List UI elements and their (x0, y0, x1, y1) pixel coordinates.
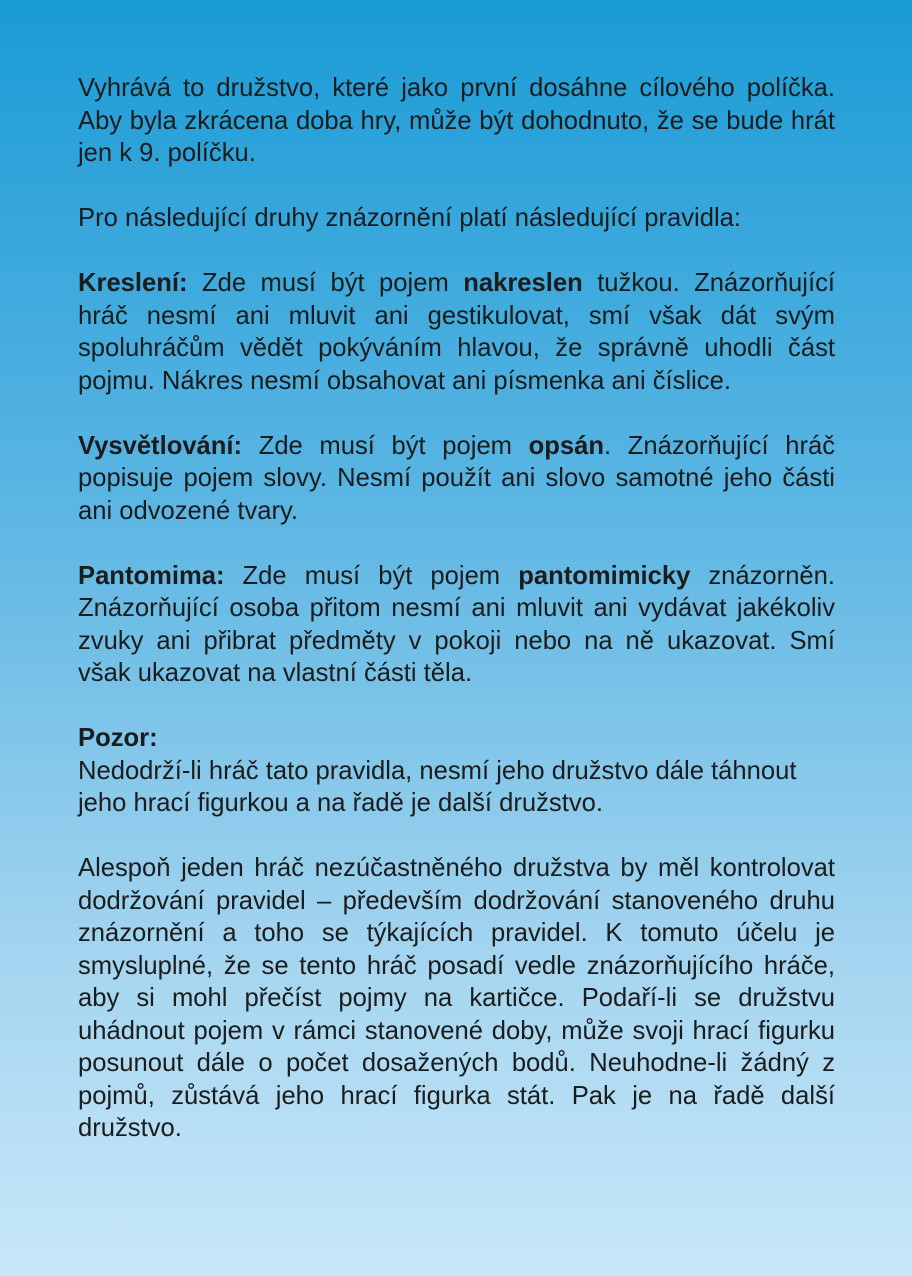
drawing-rule-paragraph (78, 267, 835, 397)
pantomime-term: Pantomima: (78, 561, 225, 590)
explaining-text-b: . Znázorňující hráč popisuje pojem slovy. Nesmí použít ani slovo samotné jeho části ani odvozené tvary. (78, 431, 836, 525)
explaining-emphasis: opsán (528, 431, 605, 460)
drawing-term: Kreslení: (78, 269, 188, 297)
warning-text: Nedodrží-li hráč tato pravidla, nesmí jeho družstvo dále táhnout jeho hrací figurkou a na řadě je další družstvo. (78, 756, 797, 817)
rules-page (78, 72, 835, 1177)
drawing-emphasis: nakreslen (463, 269, 583, 297)
control-paragraph: Alespoň jeden hráč nezúčastněného družstva by měl kontrolovat dodržování pravidel – především dodržování stanoveného druhu znázornění a toho se týkajících pravidel. K tomuto účelu je smysluplné, že se tento hráč posadí vedle znázorňujícího hráče, aby si mohl přečíst pojmy na kartičce. Podaří-li se družstvu uhádnout pojem v rámci stanovené doby, může svoji hrací figurku posunout dále o počet dosažených bodů. Neuhodne-li žádný z pojmů, zůstává jeho hrací figurka stát. Pak je na řadě další družstvo. (78, 854, 835, 1142)
drawing-text-a: Zde musí být pojem (187, 269, 464, 297)
explaining-term: Vysvětlování: (78, 431, 243, 460)
rules-intro-paragraph: Pro následující druhy znázornění platí následující pravidla: (78, 204, 741, 232)
explaining-rule-paragraph (78, 430, 835, 528)
winning-paragraph: Vyhrává to družstvo, které jako první dosáhne cílového políčka. Aby byla zkrácena doba hry, může být dohodnuto, že se bude hrát jen k 9. políčku. (78, 74, 835, 167)
pantomime-rule-paragraph (78, 560, 835, 690)
pantomime-text-b: znázorněn. Znázorňující osoba přitom nesmí ani mluvit ani vydávat jakékoliv zvuky ani přibrat předměty v pokoji nebo na ně ukazovat. Smí však ukazovat na vlastní části těla. (78, 561, 836, 687)
pantomime-emphasis: pantomimicky (518, 561, 691, 590)
explaining-text-a: Zde musí být pojem (242, 431, 529, 460)
drawing-text-b: tužkou. Znázorňující hráč nesmí ani mluvit ani gestikulovat, smí však dát svým spoluhráčům vědět pokýváním hlavou, že správně uhodli část pojmu. Nákres nesmí obsahovat ani písmenka ani číslice. (78, 269, 835, 395)
warning-paragraph (78, 722, 835, 820)
pantomime-text-a: Zde musí být pojem (224, 561, 519, 590)
warning-term: Pozor: (78, 724, 158, 752)
